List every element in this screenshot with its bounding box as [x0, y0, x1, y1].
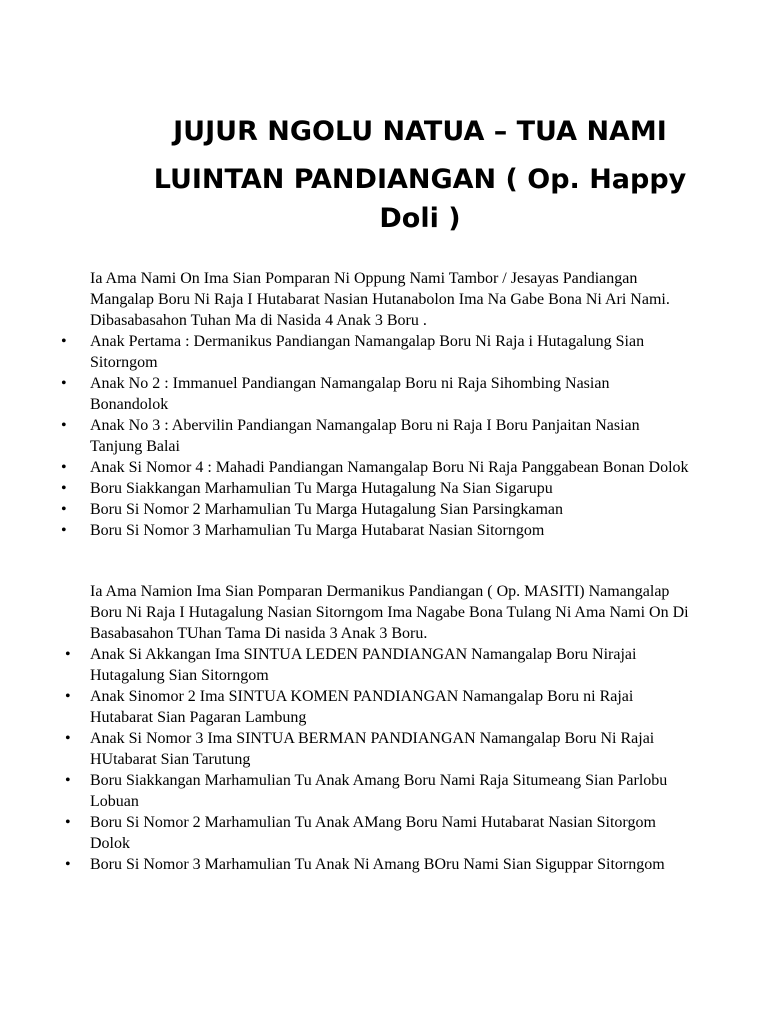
section-1 — [61, 268, 690, 541]
list-item — [65, 686, 690, 728]
title-line-2: LUINTAN PANDIANGAN ( Op. Happy Doli ) — [153, 164, 687, 234]
bullet-icon: • — [65, 646, 71, 663]
list-item-text: Boru Si Nomor 2 Marhamulian Tu Anak AMang Boru Nami Hutabarat Nasian Sitorgom Dolok — [90, 814, 656, 852]
list-item-text: Anak No 3 : Abervilin Pandiangan Namangalap Boru ni Raja I Boru Panjaitan Nasian Tanjung Balai — [90, 417, 640, 455]
list-item-text: Anak Pertama : Dermanikus Pandiangan Namangalap Boru Ni Raja i Hutagalung Sian Sitorngom — [90, 333, 645, 371]
section-1-intro: Ia Ama Nami On Ima Sian Pomparan Ni Oppung Nami Tambor / Jesayas Pandiangan Mangalap Boru Ni Raja I Hutabarat Nasian Hutanabolon Ima Na Gabe Bona Ni Ari Nami. Dibasabasahon Tuhan Ma di Nasida 4 Anak 3 Boru . — [90, 270, 670, 329]
bullet-icon: • — [61, 480, 67, 497]
bullet-icon: • — [61, 417, 67, 434]
bullet-icon: • — [65, 730, 71, 747]
list-item-text: Boru Siakkangan Marhamulian Tu Marga Hutagalung Na Sian Sigarupu — [90, 480, 553, 497]
section-1-list — [61, 331, 690, 541]
bullet-icon: • — [65, 772, 71, 789]
list-item — [65, 854, 690, 875]
list-item — [61, 373, 690, 415]
list-item — [61, 457, 690, 478]
bullet-icon: • — [61, 501, 67, 518]
list-item — [61, 499, 690, 520]
section-2-list — [65, 644, 690, 875]
list-item-text: Anak Si Nomor 4 : Mahadi Pandiangan Namangalap Boru Ni Raja Panggabean Bonan Dolok — [90, 459, 689, 476]
document-title — [130, 112, 710, 238]
list-item — [65, 770, 690, 812]
title-line-1: JUJUR NGOLU NATUA – TUA NAMI — [173, 116, 667, 147]
list-item-text: Anak Si Nomor 3 Ima SINTUA BERMAN PANDIANGAN Namangalap Boru Ni Rajai HUtabarat Sian Tarutung — [90, 730, 655, 768]
list-item-text: Anak Sinomor 2 Ima SINTUA KOMEN PANDIANGAN Namangalap Boru ni Rajai Hutabarat Sian Pagaran Lambung — [90, 688, 634, 726]
section-2 — [65, 581, 690, 875]
list-item — [65, 728, 690, 770]
bullet-icon: • — [61, 375, 67, 392]
list-item — [61, 520, 690, 541]
bullet-icon: • — [65, 814, 71, 831]
list-item-text: Boru Si Nomor 3 Marhamulian Tu Marga Hutabarat Nasian Sitorngom — [90, 522, 545, 539]
list-item — [61, 415, 690, 457]
list-item-text: Anak Si Akkangan Ima SINTUA LEDEN PANDIANGAN Namangalap Boru Nirajai Hutagalung Sian Sitorngom — [90, 646, 637, 684]
section-2-intro: Ia Ama Namion Ima Sian Pomparan Dermanikus Pandiangan ( Op. MASITI) Namangalap Boru Ni Raja I Hutagalung Nasian Sitorngom Ima Nagabe Bona Tulang Ni Ama Nami On Di Basabasahon TUhan Tama Di nasida 3 Anak 3 Boru. — [90, 583, 689, 642]
bullet-icon: • — [61, 459, 67, 476]
list-item — [65, 812, 690, 854]
bullet-icon: • — [65, 856, 71, 873]
list-item — [61, 478, 690, 499]
list-item-text: Boru Si Nomor 2 Marhamulian Tu Marga Hutagalung Sian Parsingkaman — [90, 501, 563, 518]
list-item-text: Boru Si Nomor 3 Marhamulian Tu Anak Ni Amang BOru Nami Sian Siguppar Sitorngom — [90, 856, 665, 873]
bullet-icon: • — [61, 522, 67, 539]
list-item-text: Boru Siakkangan Marhamulian Tu Anak Amang Boru Nami Raja Situmeang Sian Parlobu Lobuan — [90, 772, 668, 810]
list-item — [65, 644, 690, 686]
bullet-icon: • — [65, 688, 71, 705]
list-item — [61, 331, 690, 373]
list-item-text: Anak No 2 : Immanuel Pandiangan Namangalap Boru ni Raja Sihombing Nasian Bonandolok — [90, 375, 610, 413]
bullet-icon: • — [61, 333, 67, 350]
